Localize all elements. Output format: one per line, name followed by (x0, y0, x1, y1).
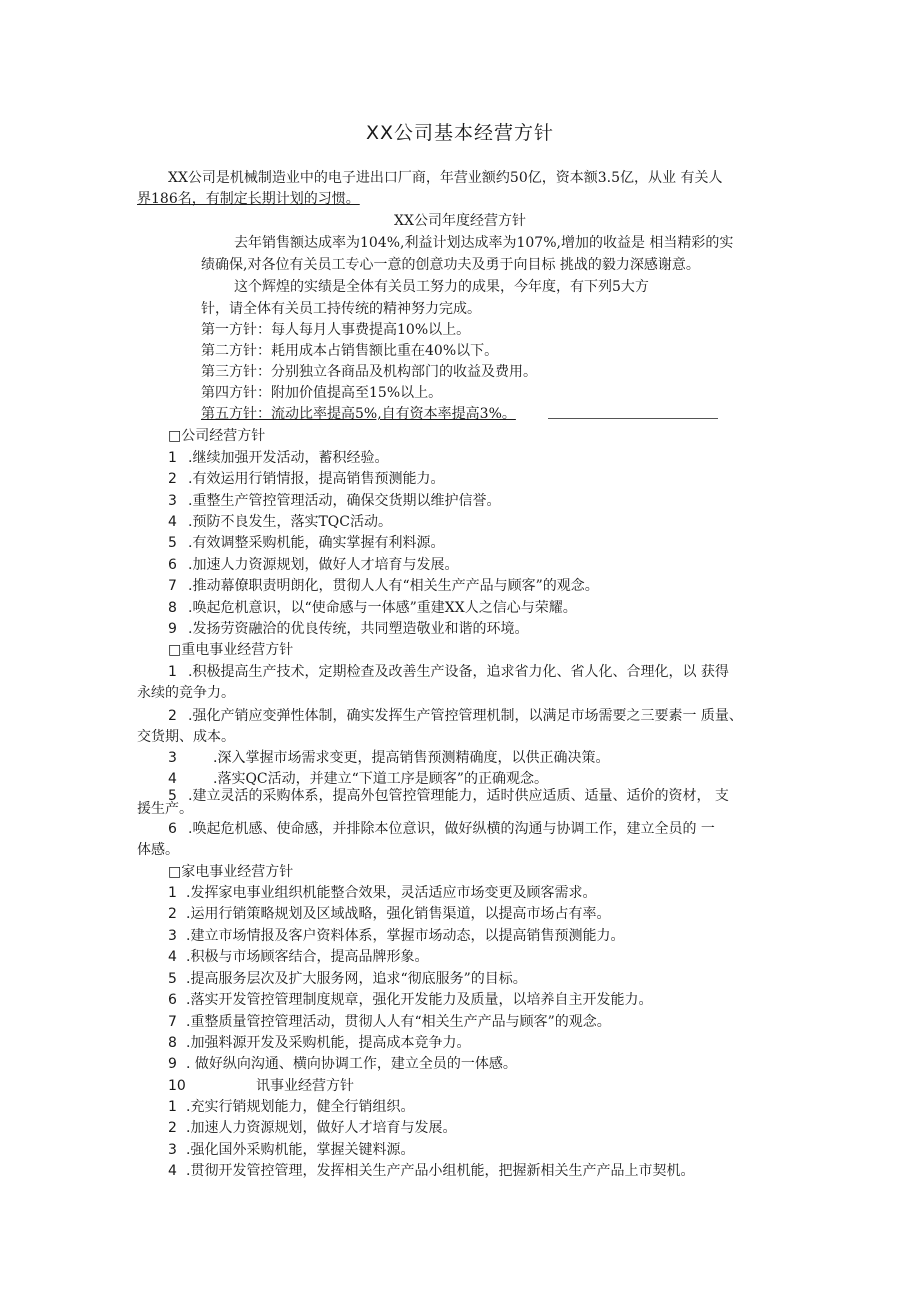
comm-heading: 10 讯事业经营方针 (168, 1078, 354, 1094)
annual-p1-line-1: 去年销售额达成率为104%,利益计划达成率为107%,增加的收益是 相当精彩的实 (234, 235, 734, 251)
company-item: 8 .唤起危机意识，以“使命感与一体感”重建XX人之信心与荣耀。 (168, 600, 577, 616)
document-title: XX公司基本经营方针 (365, 122, 555, 144)
home-item: 9 . 做好纵向沟通、横向协调工作，建立全员的一体感。 (168, 1056, 517, 1072)
home-item: 5 .提高服务层次及扩大服务网，追求“彻底服务”的目标。 (168, 971, 527, 987)
home-item: 2 .运用行销策略规划及区域战略，强化销售渠道，以提高市场占有率。 (168, 906, 611, 922)
company-item: 4 .预防不良发生，落实TQC活动。 (168, 514, 392, 530)
annual-policy-4: 第四方针：附加价值提高至15%以上。 (201, 385, 443, 401)
annual-policy-1: 第一方针：每人每月人事费提高10%以上。 (201, 322, 471, 338)
heavy-item-2-line-1: 2 .强化产销应变弹性体制，确实发挥生产管控管理机制，以满足市场需要之三要素一 质量、 (168, 708, 743, 724)
intro-line-1: XX公司是机械制造业中的电子进出口厂商，年营业额约50亿，资本额3.5亿，从业 有关人 (168, 170, 723, 186)
home-item: 1 .发挥家电事业组织机能整合效果，灵活适应市场变更及顾客需求。 (168, 885, 597, 901)
home-heading: □家电事业经营方针 (168, 864, 294, 880)
company-item: 6 .加速人力资源规划，做好人才培育与发展。 (168, 557, 459, 573)
heavy-item-5-line-1: 5 .建立灵活的采购体系，提高外包管控管理能力，适时供应适质、适量、适价的资材， 支 (168, 788, 729, 804)
heavy-heading: □重电事业经营方针 (168, 642, 294, 658)
annual-policy-3: 第三方针：分别独立各商品及机构部门的收益及费用。 (201, 364, 537, 380)
underline-rule (548, 418, 718, 419)
heavy-item-1-line-2: 永续的竞争力。 (137, 685, 235, 701)
comm-item: 4 .贯彻开发管控管理，发挥相关生产产品小组机能，把握新相关生产产品上市契机。 (168, 1163, 695, 1179)
company-item: 3 .重整生产管控管理活动，确保交货期以维护信誉。 (168, 493, 501, 509)
intro-line-2: 界186名，有制定长期计划的习惯。 (137, 191, 360, 207)
home-item: 4 .积极与市场顾客结合，提高品牌形象。 (168, 949, 429, 965)
home-item: 6 .落实开发管控管理制度规章，强化开发能力及质量，以培养自主开发能力。 (168, 992, 653, 1008)
company-item: 9 .发扬劳资融洽的优良传统，共同塑造敬业和谐的环境。 (168, 621, 529, 637)
company-item: 7 .推动幕僚职责明朗化，贯彻人人有“相关生产产品与顾客”的观念。 (168, 578, 599, 594)
comm-item: 2 .加速人力资源规划，做好人才培育与发展。 (168, 1120, 457, 1136)
home-item: 8 .加强料源开发及采购机能，提高成本竞争力。 (168, 1035, 471, 1051)
annual-p2-line-1: 这个辉煌的实绩是全体有关员工努力的成果，今年度，有下列5大方 (234, 279, 649, 295)
heavy-item-2-line-2: 交货期、成本。 (137, 729, 235, 745)
home-item: 7 .重整质量管控管理活动，贯彻人人有“相关生产产品与顾客”的观念。 (168, 1014, 611, 1030)
heavy-item-6-line-1: 6 .唤起危机感、使命感，并排除本位意识，做好纵横的沟通与协调工作，建立全员的 一 (168, 821, 715, 837)
annual-policy-2: 第二方针：耗用成本占销售额比重在40%以下。 (201, 343, 499, 359)
annual-policy-5: 第五方针：流动比率提高5%,自有资本率提高3%。 (201, 406, 516, 422)
heavy-item-1-line-1: 1 .积极提高生产技术，定期检查及改善生产设备，追求省力化、省人化、合理化，以 获得 (168, 664, 729, 680)
heavy-item-6-line-2: 体感。 (137, 842, 179, 858)
heavy-item-3: 3 .深入掌握市场需求变更，提高销售预测精确度，以供正确决策。 (168, 750, 610, 766)
company-item: 2 .有效运用行销情报，提高销售预测能力。 (168, 471, 445, 487)
company-item: 1 .继续加强开发活动，蓄积经验。 (168, 450, 389, 466)
heavy-item-5-line-2: 援生产。 (137, 801, 193, 817)
heavy-item-4: 4 .落实QC活动，并建立“下道工序是顾客”的正确观念。 (168, 771, 548, 787)
company-heading: □公司经营方针 (168, 428, 266, 444)
comm-item: 3 .强化国外采购机能，掌握关键料源。 (168, 1142, 415, 1158)
comm-item: 1 .充实行销规划能力，健全行销组织。 (168, 1099, 415, 1115)
home-item: 3 .建立市场情报及客户资料体系，掌握市场动态，以提高销售预测能力。 (168, 928, 625, 944)
company-item: 5 .有效调整采购机能，确实掌握有利料源。 (168, 535, 445, 551)
annual-p2-line-2: 针，请全体有关员工持传统的精神努力完成。 (201, 301, 481, 317)
annual-p1-line-2: 绩确保,对各位有关员工专心一意的创意功夫及勇于向目标 挑战的毅力深感谢意。 (201, 257, 700, 273)
annual-heading: XX公司年度经营方针 (394, 213, 526, 229)
